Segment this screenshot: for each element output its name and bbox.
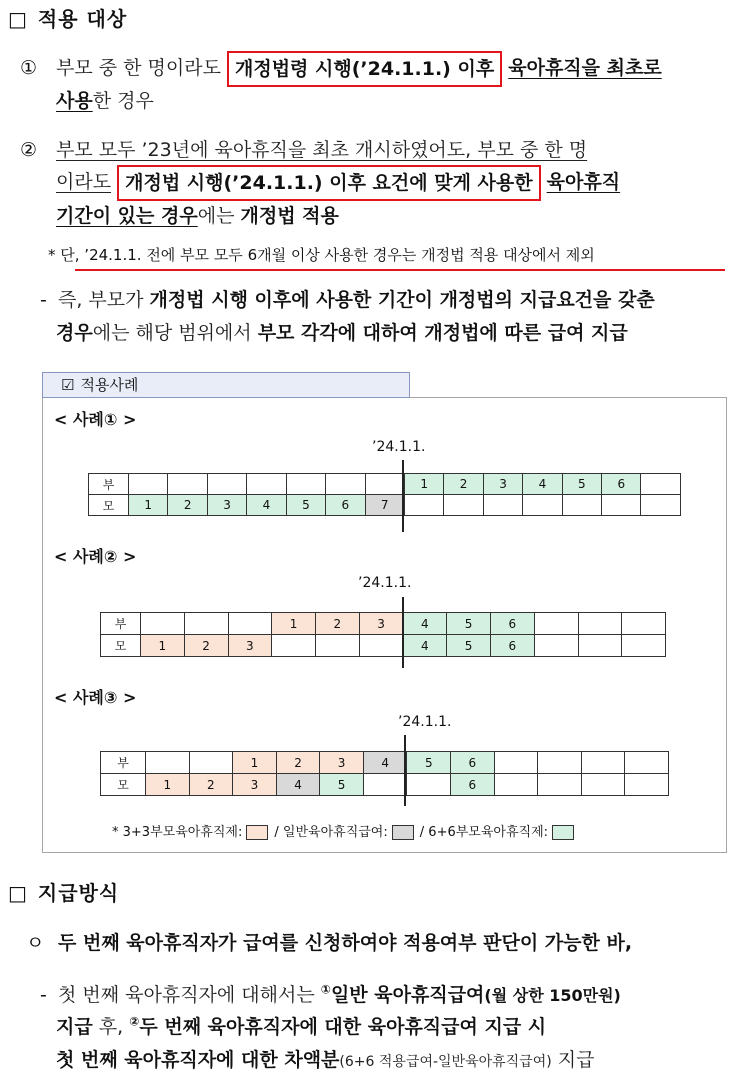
legend-separator: / — [419, 825, 425, 840]
case-3-date-line — [404, 735, 406, 806]
emphasis-text: 육아휴직 — [546, 171, 621, 193]
empty-month-cell — [146, 752, 190, 774]
empty-month-cell — [622, 635, 666, 657]
empty-month-cell — [582, 774, 626, 796]
leave-month-cell: 4 — [523, 474, 562, 495]
item-1-line-2 — [56, 84, 736, 118]
emphasis-text: 부모 각각에 대하여 개정법에 따른 급여 지급 — [257, 322, 628, 344]
legend-swatch-6plus6 — [552, 825, 574, 840]
legend-label-3plus3: 3+3부모육아휴직제: — [122, 825, 243, 840]
empty-month-cell — [523, 495, 562, 516]
case-2-date-label: ’24.1.1. — [358, 575, 412, 591]
empty-month-cell — [444, 495, 483, 516]
table-row — [89, 474, 681, 495]
section-title: 지급방식 — [37, 881, 120, 905]
step-2-marker: ② — [129, 1014, 140, 1029]
section-heading-payment — [8, 878, 308, 908]
case-3-timeline-table — [100, 751, 669, 796]
explanation-line-1 — [40, 283, 736, 317]
emphasis-text: 일반 육아휴직급여 — [330, 984, 485, 1006]
leave-month-cell: 2 — [444, 474, 483, 495]
step-1-marker: ① — [320, 982, 331, 997]
leave-month-cell: 1 — [129, 495, 168, 516]
leave-month-cell: 1 — [146, 774, 190, 796]
leave-month-cell: 3 — [360, 613, 404, 635]
parent-row-label: 부 — [101, 613, 141, 635]
cases-legend — [112, 822, 580, 844]
empty-month-cell — [538, 752, 582, 774]
cases-title-tab — [42, 372, 410, 398]
leave-month-cell: 5 — [447, 613, 491, 635]
empty-month-cell — [625, 752, 669, 774]
empty-month-cell — [185, 613, 229, 635]
empty-month-cell — [405, 495, 444, 516]
legend-label-6plus6: 6+6부모육아휴직제: — [428, 825, 549, 840]
table-row — [101, 752, 669, 774]
empty-month-cell — [625, 774, 669, 796]
emphasis-text: 사용 — [56, 90, 93, 112]
highlight-box: 개정법 시행(’24.1.1.) 이후 요건에 맞게 사용한 — [117, 165, 541, 201]
parent-row-label: 모 — [101, 774, 146, 796]
square-bullet-icon: □ — [8, 7, 28, 31]
empty-month-cell — [538, 774, 582, 796]
leave-month-cell: 4 — [404, 613, 448, 635]
item-number: ① — [20, 57, 38, 79]
cases-title: 적용사례 — [80, 376, 139, 394]
table-row — [101, 613, 666, 635]
empty-month-cell — [579, 613, 623, 635]
emphasis-text: 지급 — [56, 1016, 93, 1038]
empty-month-cell — [129, 474, 168, 495]
explanation-text: 에는 해당 범위에서 — [92, 322, 252, 344]
leave-month-cell: 6 — [491, 613, 535, 635]
payment-detail-line-1 — [40, 978, 736, 1012]
case-2-date-line — [402, 597, 404, 668]
leave-month-cell: 5 — [447, 635, 491, 657]
empty-month-cell — [326, 474, 365, 495]
note-marker: * — [48, 246, 56, 264]
empty-month-cell — [272, 635, 316, 657]
empty-month-cell — [495, 752, 539, 774]
item-number: ② — [20, 139, 38, 161]
parent-row-label: 부 — [89, 474, 129, 495]
case-3-date-label: ’24.1.1. — [398, 714, 452, 730]
empty-month-cell — [582, 752, 626, 774]
leave-month-cell: 2 — [185, 635, 229, 657]
case-3-label: < 사례③ > — [54, 688, 137, 707]
empty-month-cell — [641, 495, 680, 516]
leave-month-cell: 6 — [451, 752, 495, 774]
leave-month-cell: 1 — [141, 635, 185, 657]
empty-month-cell — [484, 495, 523, 516]
leave-month-cell: 3 — [208, 495, 247, 516]
leave-month-cell: 5 — [287, 495, 326, 516]
leave-month-cell: 1 — [233, 752, 277, 774]
red-underline — [75, 269, 725, 271]
case-1-timeline-table — [88, 473, 681, 516]
leave-month-cell: 4 — [404, 635, 448, 657]
empty-month-cell — [563, 495, 602, 516]
case-1-date-line — [402, 460, 404, 532]
leave-month-cell: 2 — [190, 774, 234, 796]
bullet-text: 두 번째 육아휴직자가 급여를 신청하여야 적용여부 판단이 가능한 바, — [58, 932, 633, 954]
leave-month-cell: 5 — [320, 774, 364, 796]
leave-month-cell: 6 — [602, 474, 641, 495]
parent-row-label: 모 — [89, 495, 129, 516]
leave-month-cell: 5 — [563, 474, 602, 495]
leave-month-cell: 3 — [320, 752, 364, 774]
emphasis-text: 두 번째 육아휴직자에 대한 육아휴직급여 지급 시 — [139, 1016, 547, 1038]
leave-month-cell: 3 — [233, 774, 277, 796]
empty-month-cell — [641, 474, 680, 495]
section-heading-applicability — [8, 4, 308, 34]
explanation-text: 즉, 부모가 — [58, 289, 144, 311]
item-text: 에는 — [197, 205, 235, 227]
empty-month-cell — [495, 774, 539, 796]
case-2-timeline-table — [100, 612, 666, 657]
empty-month-cell — [247, 474, 286, 495]
leave-month-cell: 4 — [247, 495, 286, 516]
leave-month-cell: 5 — [407, 752, 451, 774]
empty-month-cell — [208, 474, 247, 495]
detail-text: 첫 번째 육아휴직자에 대해서는 — [58, 984, 315, 1006]
empty-month-cell — [316, 635, 360, 657]
empty-month-cell — [168, 474, 207, 495]
item-text: 이라도 — [56, 171, 112, 193]
item-2-line-3 — [56, 199, 736, 233]
leave-month-cell: 3 — [484, 474, 523, 495]
emphasis-text: 개정법 시행 이후에 사용한 기간이 개정법의 지급요건을 갖춘 — [149, 289, 655, 311]
legend-label-general: 일반육아휴직급여: — [282, 825, 388, 840]
legend-marker: * — [112, 825, 119, 840]
empty-month-cell — [579, 635, 623, 657]
leave-month-cell: 6 — [491, 635, 535, 657]
dash-marker: - — [40, 289, 47, 311]
emphasis-text: 경우 — [56, 322, 93, 344]
payment-detail-line-2 — [56, 1010, 736, 1044]
formula-note: (6+6 적용급여-일반육아휴직급여) — [339, 1054, 552, 1070]
leave-month-cell: 6 — [326, 495, 365, 516]
case-1-date-label: ’24.1.1. — [372, 439, 426, 455]
leave-month-cell: 6 — [451, 774, 495, 796]
square-bullet-icon: □ — [8, 881, 28, 905]
leave-month-cell: 2 — [277, 752, 321, 774]
detail-text: 후, — [98, 1016, 124, 1038]
payment-bullet — [26, 926, 736, 960]
dash-marker: - — [40, 984, 47, 1006]
empty-month-cell — [190, 752, 234, 774]
empty-month-cell — [535, 613, 579, 635]
leave-month-cell: 1 — [272, 613, 316, 635]
empty-month-cell — [407, 774, 451, 796]
parent-row-label: 부 — [101, 752, 146, 774]
empty-month-cell — [287, 474, 326, 495]
empty-month-cell — [360, 635, 404, 657]
table-row — [101, 774, 669, 796]
leave-month-cell: 1 — [405, 474, 444, 495]
empty-month-cell — [229, 613, 273, 635]
explanation-line-2 — [56, 316, 736, 350]
parent-row-label: 모 — [101, 635, 141, 657]
exception-note — [48, 243, 738, 267]
emphasis-text: 기간이 있는 경우 — [56, 205, 198, 227]
legend-swatch-3plus3 — [246, 825, 268, 840]
table-row — [89, 495, 681, 516]
leave-month-cell: 2 — [168, 495, 207, 516]
item-text: 부모 중 한 명이라도 — [56, 57, 221, 79]
item-text: 한 경우 — [92, 90, 154, 112]
empty-month-cell — [535, 635, 579, 657]
leave-month-cell: 2 — [316, 613, 360, 635]
case-1-label: < 사례① > — [54, 410, 137, 429]
payment-detail-line-3 — [56, 1043, 736, 1077]
leave-month-cell: 7 — [366, 495, 405, 516]
legend-separator: / — [274, 825, 279, 840]
case-2-label: < 사례② > — [54, 547, 137, 566]
emphasis-text: 개정법 적용 — [240, 205, 339, 227]
table-row — [101, 635, 666, 657]
emphasis-text: 첫 번째 육아휴직자에 대한 차액분 — [56, 1049, 340, 1071]
item-2-line-2 — [56, 160, 736, 204]
empty-month-cell — [364, 774, 408, 796]
item-text: 부모 모두 ’23년에 육아휴직을 최초 개시하였어도, 부모 중 한 명 — [56, 139, 588, 161]
circle-bullet-icon: ㅇ — [26, 932, 45, 954]
leave-month-cell: 4 — [277, 774, 321, 796]
leave-month-cell: 4 — [364, 752, 408, 774]
empty-month-cell — [622, 613, 666, 635]
cap-note: (월 상한 150만원) — [484, 986, 621, 1005]
legend-swatch-general — [392, 825, 414, 840]
note-text: 단, ’24.1.1. 전에 부모 모두 6개월 이상 사용한 경우는 개정법 적용 대상에서 제외 — [60, 246, 595, 264]
detail-text: 지급 — [557, 1049, 595, 1071]
empty-month-cell — [141, 613, 185, 635]
section-title: 적용 대상 — [37, 7, 128, 31]
checked-box-icon: ☑ — [61, 376, 75, 394]
leave-month-cell: 3 — [229, 635, 273, 657]
empty-month-cell — [366, 474, 405, 495]
empty-month-cell — [602, 495, 641, 516]
emphasis-text: 육아휴직을 최초로 — [508, 57, 662, 79]
highlight-box: 개정법령 시행(’24.1.1.) 이후 — [227, 51, 502, 87]
